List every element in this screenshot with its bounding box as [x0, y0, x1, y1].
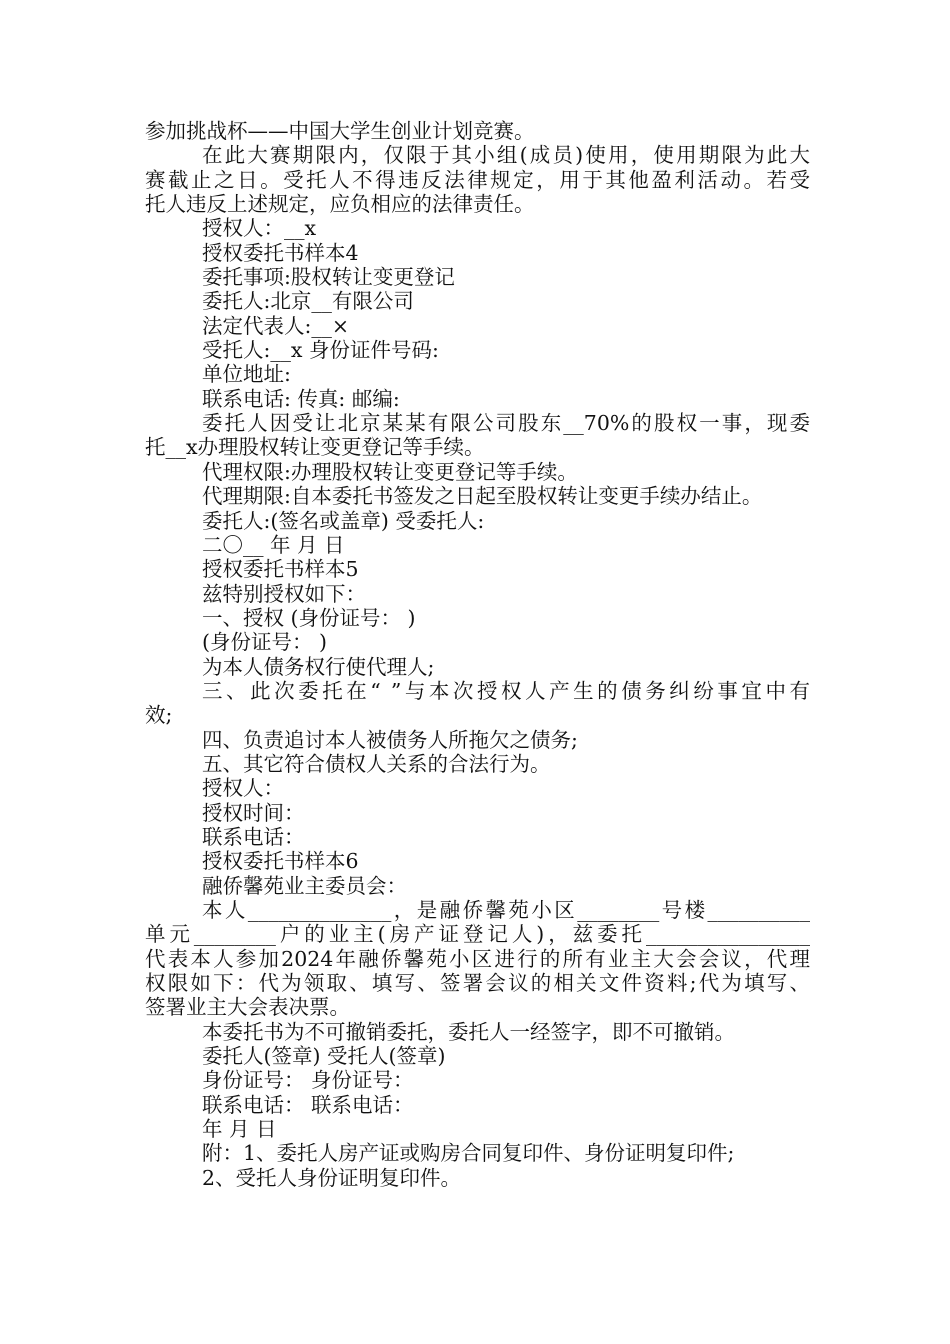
document-line: 托人违反上述规定，应负相应的法律责任。	[145, 192, 535, 217]
document-line: 授权时间：	[202, 800, 305, 825]
document-line: 参加挑战杯——中国大学生创业计划竞赛。	[145, 119, 535, 143]
document-line: 赛截止之日。受托人不得违反法律规定，用于其他盈利活动。若受	[145, 167, 810, 192]
document-line: 二〇__ 年 月 日	[202, 532, 345, 557]
document-line: 融侨馨苑业主委员会：	[202, 873, 407, 898]
document-line: 委托人(签章) 受托人(签章)	[202, 1044, 446, 1069]
document-line: 签署业主大会表决票。	[145, 995, 350, 1020]
document-line: 联系电话: 传真: 邮编:	[202, 386, 400, 411]
document-line: 授权委托书样本6	[202, 849, 359, 874]
document-line: 本人______________，是融侨馨苑小区________号楼__________	[202, 898, 810, 922]
document-line: (身份证号： )	[202, 630, 328, 655]
document-line: 委托人因受让北京某某有限公司股东__70%的股权一事，现委	[202, 411, 810, 436]
document-line: 三、此次委托在“ ”与本次授权人产生的债务纠纷事宜中有	[202, 678, 810, 703]
document-line: 托__x办理股权转让变更登记等手续。	[145, 435, 485, 460]
document-line: 代表本人参加2024年融侨馨苑小区进行的所有业主大会会议，代理	[145, 946, 810, 971]
document-line: 委托人:(签名或盖章) 受委托人:	[202, 508, 485, 533]
document-line: 2、受托人身份证明复印件。	[202, 1165, 462, 1190]
document-line: 授权人：	[202, 776, 284, 801]
document-line: 在此大赛期限内，仅限于其小组(成员)使用，使用期限为此大	[202, 143, 810, 168]
document-line: 兹特别授权如下：	[202, 581, 366, 606]
document-line: 为本人债务权行使代理人;	[202, 654, 435, 679]
document-line: 一、授权 (身份证号： )	[202, 605, 416, 630]
document-line: 权限如下：代为领取、填写、签署会议的相关文件资料;代为填写、	[145, 971, 810, 996]
document-line: 代理期限:自本委托书签发之日起至股权转让变更手续办结止。	[202, 484, 763, 509]
document-line: 法定代表人:__×	[202, 313, 350, 338]
document-line: 联系电话： 联系电话：	[202, 1092, 414, 1117]
document-line: 委托人:北京__有限公司	[202, 289, 414, 314]
document-line: 委托事项:股权转让变更登记	[202, 265, 455, 290]
document-line: 授权委托书样本5	[202, 557, 359, 582]
document-line: 代理权限:办理股权转让变更登记等手续。	[202, 459, 578, 484]
document-line: 四、负责追讨本人被债务人所拖欠之债务;	[202, 727, 578, 752]
document-line: 受托人:__x 身份证件号码:	[202, 338, 439, 363]
document-line: 授权委托书样本4	[202, 240, 359, 265]
document-line: 本委托书为不可撤销委托，委托人一经签字，即不可撤销。	[202, 1019, 735, 1044]
document-line: 五、其它符合债权人关系的合法行为。	[202, 751, 551, 776]
document-line: 附：1、委托人房产证或购房合同复印件、身份证明复印件;	[202, 1141, 735, 1166]
document-line: 单元________户的业主(房产证登记人)，兹委托________________	[145, 922, 810, 947]
document-line: 联系电话：	[202, 824, 305, 849]
document-line: 年 月 日	[202, 1117, 277, 1142]
document-line: 单位地址:	[202, 362, 291, 387]
document-line: 效;	[145, 703, 173, 728]
document-line: 身份证号： 身份证号：	[202, 1068, 414, 1093]
document-line: 授权人：__x	[202, 216, 317, 241]
document-page	[145, 119, 810, 1190]
